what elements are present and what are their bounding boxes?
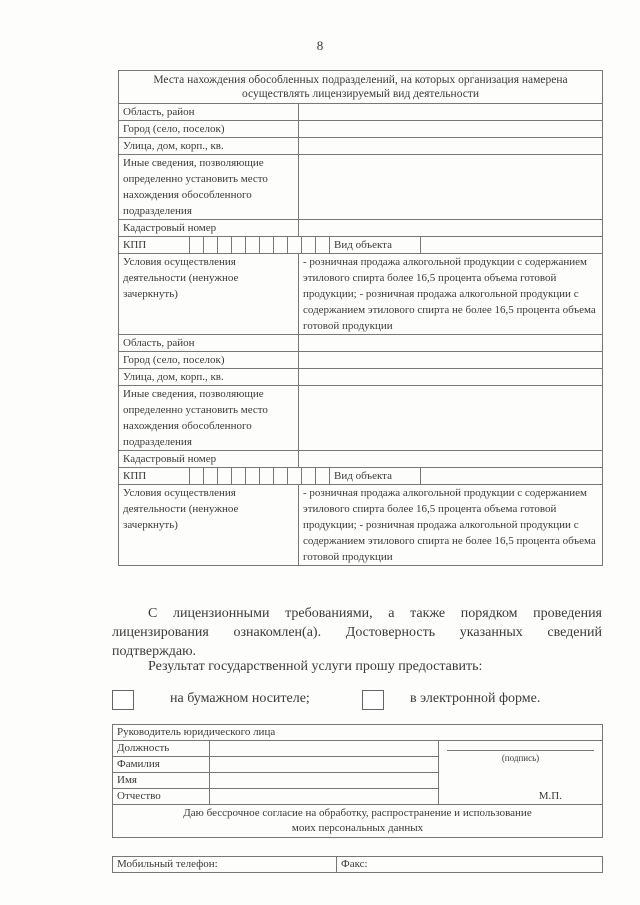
- kpp-digit-box[interactable]: [245, 237, 259, 253]
- kpp-digit-box[interactable]: [273, 237, 287, 253]
- kpp-digit-box[interactable]: [189, 237, 203, 253]
- signature-table: [112, 724, 603, 838]
- patronymic-label: Отчество: [113, 789, 210, 805]
- position-field[interactable]: [210, 741, 439, 757]
- region-field[interactable]: [299, 335, 603, 352]
- name-field[interactable]: [210, 773, 439, 789]
- paper-option-checkbox[interactable]: [112, 690, 134, 710]
- kpp-digit-box[interactable]: [287, 237, 301, 253]
- kpp-digit-box[interactable]: [245, 468, 259, 484]
- consent-text: Даю бессрочное согласие на обработку, распространение и использование моих персональных данных: [113, 805, 603, 838]
- conditions-text: - розничная продажа алкогольной продукции с содержанием этилового спирта более 16,5 процента объема готовой продукции; - розничная продажа алкогольной продукции с содержанием этилового спирта не более 16,5 процента объема готовой продукции: [299, 254, 603, 335]
- signature-caption: (подпись): [501, 753, 540, 763]
- subdivisions-table: [118, 70, 603, 566]
- city-field[interactable]: [299, 121, 603, 138]
- cadastral-field[interactable]: [299, 451, 603, 468]
- kpp-digit-box[interactable]: [301, 237, 315, 253]
- other-info-label: Иные сведения, позволяющие определенно установить место нахождения обособленного подразделения: [119, 386, 299, 451]
- city-label: Город (село, поселок): [119, 352, 299, 369]
- statement-paragraph: С лицензионными требованиями, а также порядком проведения лицензирования ознакомлен(а). Достоверность указанных сведений подтверждаю.: [112, 606, 602, 659]
- signature-area[interactable]: [439, 741, 603, 805]
- kpp-label: КПП: [123, 470, 147, 482]
- region-label: Область, район: [119, 335, 299, 352]
- kpp-row: [119, 237, 603, 254]
- kpp-digit-box[interactable]: [217, 237, 231, 253]
- kpp-row: [119, 468, 603, 485]
- surname-label: Фамилия: [113, 757, 210, 773]
- city-field[interactable]: [299, 352, 603, 369]
- fax-field[interactable]: Факс:: [337, 857, 603, 873]
- kpp-digit-box[interactable]: [273, 468, 287, 484]
- kpp-digit-box[interactable]: [259, 237, 273, 253]
- result-request-text: Результат государственной услуги прошу предоставить:: [148, 659, 483, 674]
- kpp-digit-box[interactable]: [315, 468, 329, 484]
- kpp-digit-box[interactable]: [259, 468, 273, 484]
- electronic-option-checkbox[interactable]: [362, 690, 384, 710]
- paper-option-label: на бумажном носителе;: [170, 691, 310, 706]
- kpp-digit-box[interactable]: [203, 237, 217, 253]
- stamp-label: М.П.: [538, 790, 563, 802]
- kpp-label: КПП: [123, 239, 147, 251]
- table-header: Места нахождения обособленных подразделений, на которых организация намерена осуществлять лицензируемый вид деятельности: [119, 71, 603, 104]
- kpp-digit-box[interactable]: [217, 468, 231, 484]
- street-label: Улица, дом, корп., кв.: [119, 369, 299, 386]
- electronic-option-label: в электронной форме.: [410, 691, 541, 706]
- kpp-digit-box[interactable]: [231, 468, 245, 484]
- street-field[interactable]: [299, 138, 603, 155]
- contacts-table: [112, 856, 603, 873]
- cadastral-label: Кадастровый номер: [119, 451, 299, 468]
- kpp-digit-box[interactable]: [203, 468, 217, 484]
- cadastral-label: Кадастровый номер: [119, 220, 299, 237]
- other-info-label: Иные сведения, позволяющие определенно установить место нахождения обособленного подразделения: [119, 155, 299, 220]
- page-number: 8: [316, 38, 324, 53]
- kpp-digit-box[interactable]: [301, 468, 315, 484]
- surname-field[interactable]: [210, 757, 439, 773]
- region-field[interactable]: [299, 104, 603, 121]
- position-label: Должность: [113, 741, 210, 757]
- street-field[interactable]: [299, 369, 603, 386]
- kpp-digit-box[interactable]: [287, 468, 301, 484]
- kpp-digit-box[interactable]: [231, 237, 245, 253]
- other-info-field[interactable]: [299, 386, 603, 451]
- conditions-text: - розничная продажа алкогольной продукции с содержанием этилового спирта более 16,5 процента объема готовой продукции; - розничная продажа алкогольной продукции с содержанием этилового спирта не более 16,5 процента объема готовой продукции: [299, 485, 603, 566]
- cadastral-field[interactable]: [299, 220, 603, 237]
- kpp-digit-box[interactable]: [315, 237, 329, 253]
- conditions-label: Условия осуществления деятельности (ненужное зачеркнуть): [119, 254, 299, 335]
- name-label: Имя: [113, 773, 210, 789]
- mobile-phone-field[interactable]: Мобильный телефон:: [113, 857, 337, 873]
- city-label: Город (село, поселок): [119, 121, 299, 138]
- other-info-field[interactable]: [299, 155, 603, 220]
- street-label: Улица, дом, корп., кв.: [119, 138, 299, 155]
- kpp-digit-box[interactable]: [189, 468, 203, 484]
- conditions-label: Условия осуществления деятельности (ненужное зачеркнуть): [119, 485, 299, 566]
- patronymic-field[interactable]: [210, 789, 439, 805]
- object-type-label: Вид объекта: [329, 468, 420, 484]
- head-label: Руководитель юридического лица: [113, 725, 603, 741]
- region-label: Область, район: [119, 104, 299, 121]
- object-type-field[interactable]: [420, 237, 602, 253]
- object-type-label: Вид объекта: [329, 237, 420, 253]
- object-type-field[interactable]: [420, 468, 602, 484]
